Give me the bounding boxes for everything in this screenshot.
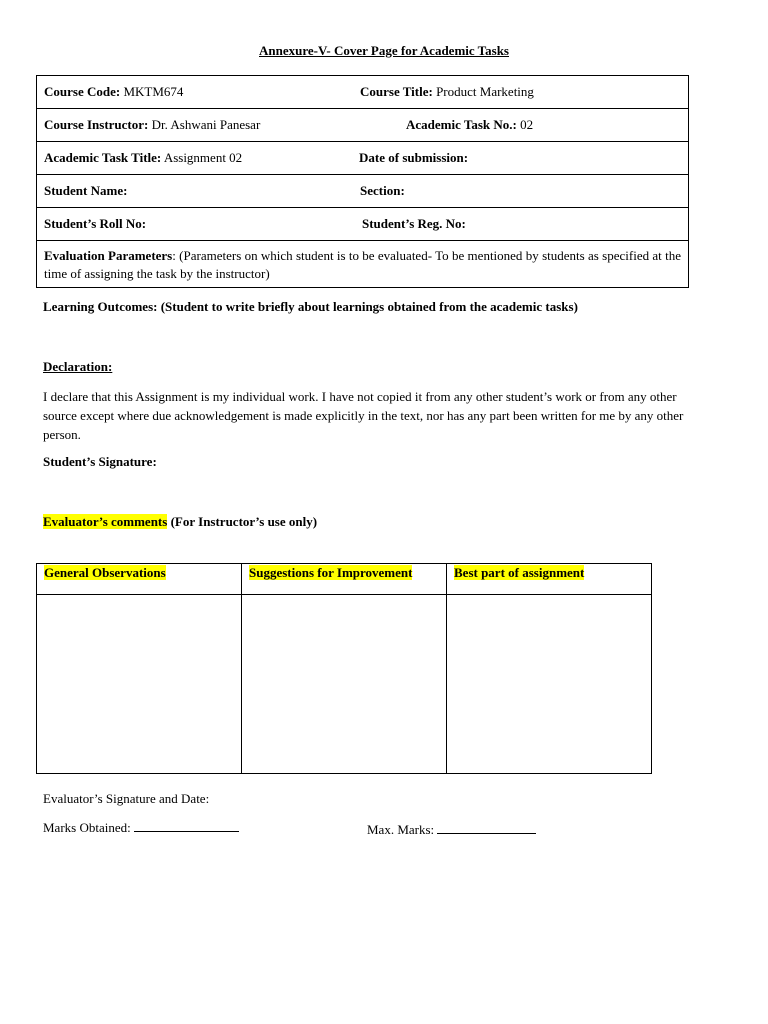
max-marks-label: Max. Marks: xyxy=(367,822,435,837)
task-no-label: Academic Task No.: xyxy=(406,117,517,132)
student-signature-label: Student’s Signature: xyxy=(43,454,157,469)
declaration-text: I declare that this Assignment is my individual work. I have not copied it from any other student’s work or from any other source except where due acknowledgement is made explicitly in the text, nor has any part been written for me by any other person. xyxy=(43,389,684,442)
marks-obtained-field xyxy=(43,820,239,836)
evaluator-comments-heading xyxy=(43,514,317,530)
column-header-suggestions: Suggestions for Improvement xyxy=(249,565,413,580)
table-row xyxy=(37,208,689,241)
suggestions-cell[interactable] xyxy=(242,595,447,774)
evaluator-comments-note: (For Instructor’s use only) xyxy=(167,514,318,529)
roll-no-label: Student’s Roll No: xyxy=(44,216,147,231)
course-title-field xyxy=(360,84,534,100)
evaluation-parameters xyxy=(37,241,689,288)
general-observations-cell[interactable] xyxy=(37,595,242,774)
evaluation-table xyxy=(36,563,652,774)
course-code-label: Course Code: xyxy=(44,84,121,99)
marks-obtained-blank[interactable] xyxy=(134,830,239,832)
column-header-general-observations: General Observations xyxy=(44,565,166,580)
reg-no-field xyxy=(362,216,466,232)
evaluator-comments-label: Evaluator’s comments xyxy=(43,514,168,529)
table-row xyxy=(37,76,689,109)
learning-outcomes-heading: Learning Outcomes: (Student to write briefly about learnings obtained from the academic tasks) xyxy=(43,299,578,314)
instructor-value: Dr. Ashwani Panesar xyxy=(151,117,261,132)
max-marks-blank[interactable] xyxy=(437,832,536,834)
student-name-field xyxy=(44,183,127,199)
course-title-label: Course Title: xyxy=(360,84,433,99)
marks-obtained-label: Marks Obtained: xyxy=(43,820,131,835)
table-row xyxy=(37,595,652,774)
roll-no-field xyxy=(44,216,146,232)
task-no-value: 02 xyxy=(520,117,534,132)
section-field xyxy=(360,183,405,199)
declaration-heading: Declaration: xyxy=(43,359,113,374)
task-title-value: Assignment 02 xyxy=(163,150,243,165)
course-code-value: MKTM674 xyxy=(123,84,184,99)
table-row xyxy=(37,142,689,175)
task-title-label: Academic Task Title: xyxy=(44,150,162,165)
max-marks-field xyxy=(367,822,536,838)
course-code-field xyxy=(44,84,183,100)
table-row xyxy=(37,109,689,142)
task-title-field xyxy=(44,150,242,166)
task-no-field xyxy=(406,117,533,133)
instructor-label: Course Instructor: xyxy=(44,117,149,132)
evaluation-parameters-label: Evaluation Parameters xyxy=(44,248,173,263)
course-info-table xyxy=(36,75,689,288)
document-title: Annexure-V- Cover Page for Academic Tasks xyxy=(259,43,509,58)
column-header-best-part: Best part of assignment xyxy=(454,565,585,580)
section-label: Section: xyxy=(360,183,405,198)
table-row xyxy=(37,175,689,208)
table-header-row xyxy=(37,564,652,595)
table-row xyxy=(37,241,689,288)
course-title-value: Product Marketing xyxy=(436,84,534,99)
evaluator-signature-date-label: Evaluator’s Signature and Date: xyxy=(43,791,210,806)
evaluation-parameters-text: : (Parameters on which student is to be evaluated- To be mentioned by students as specified at the time of assigning the task by the instructor) xyxy=(44,248,681,281)
student-name-label: Student Name: xyxy=(44,183,128,198)
reg-no-label: Student’s Reg. No: xyxy=(362,216,466,231)
instructor-field xyxy=(44,117,260,133)
submission-date-field xyxy=(359,150,468,166)
best-part-cell[interactable] xyxy=(447,595,652,774)
submission-date-label: Date of submission: xyxy=(359,150,469,165)
